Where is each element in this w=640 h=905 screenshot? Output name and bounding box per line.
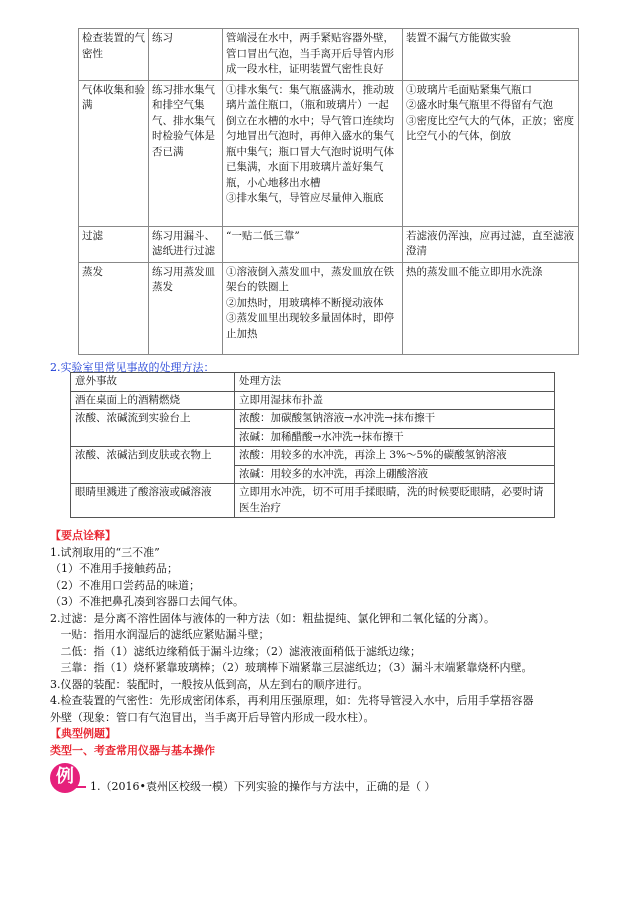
table-row: [79, 262, 579, 354]
example-badge-icon: 例: [50, 763, 80, 793]
table-cell: ①排水集气：集气瓶盛满水，推动玻璃片盖住瓶口，（瓶和玻璃片）一起倒立在水槽的水中；导气管口连续均匀地冒出气泡时，再伸入盛水的集气瓶中集气；瓶口冒大气泡时说明气体已集满，水面下用玻璃片盖好集气瓶，小心地移出水槽 ③排水集气，导管应尽量伸入瓶底: [223, 80, 403, 226]
note-line: （1）不准用手接触药品；: [50, 562, 178, 575]
table-cell: 练习排水集气和排空气集气、排水集气时检验气体是否已满: [149, 80, 223, 226]
table-cell: 立即用水冲洗，切不可用手揉眼睛，洗的时候要眨眼睛，必要时请医生治疗: [235, 484, 555, 518]
question-1: 1.（2016•袁州区校级一模）下列实验的操作与方法中，正确的是（ ）: [90, 780, 436, 793]
table-cell: 管端浸在水中，两手紧贴容器外壁，管口冒出气泡，当手离开后导管内形成一段水柱，证明装置气密性良好: [223, 29, 403, 81]
table-row: [71, 447, 555, 466]
table-row: [71, 410, 555, 429]
table-cell: 装置不漏气方能做实验: [403, 29, 579, 81]
note-line: 4.检查装置的气密性：先形成密闭体系，再利用压强原理，如：先将导管浸入水中，后用手掌捂容器: [50, 694, 534, 707]
table-cell: 过滤: [79, 226, 149, 262]
table-cell: 浓酸、浓碱流到实验台上: [71, 410, 235, 447]
examples-heading: 【典型例题】: [50, 727, 116, 740]
table-cell: ①玻璃片毛面贴紧集气瓶口 ②盛水时集气瓶里不得留有气泡 ③密度比空气大的气体，正放；密度比空气小的气体，倒放: [403, 80, 579, 226]
table-cell: 浓碱：加稀醋酸→水冲洗→抹布擦干: [235, 428, 555, 447]
table-cell: 热的蒸发皿不能立即用水洗涤: [403, 262, 579, 354]
note-line: 外壁（现象：管口有气泡冒出，当手离开后导管内形成一段水柱）。: [50, 710, 375, 724]
table-cell: 练习: [149, 29, 223, 81]
section-title: 2.实验室里常见事故的处理方法：: [50, 361, 215, 374]
table-cell: 浓酸：用较多的水冲洗，再涂上 3%～5%的碳酸氢钠溶液: [235, 447, 555, 466]
table-cell: 眼睛里溅进了酸溶液或碱溶液: [71, 484, 235, 518]
table-cell: “一贴二低三靠”: [223, 226, 403, 262]
table-cell: 酒在桌面上的酒精燃烧: [71, 391, 235, 410]
table-cell: 气体收集和验满: [79, 80, 149, 226]
table-cell: 浓碱：用较多的水冲洗，再涂上硼酸溶液: [235, 465, 555, 484]
type-heading: 类型一、考查常用仪器与基本操作: [50, 743, 215, 757]
table-cell: 若滤液仍浑浊，应再过滤，直至滤液澄清: [403, 226, 579, 262]
table-cell: 立即用湿抹布扑盖: [235, 391, 555, 410]
experiment-table: [78, 28, 579, 355]
table-row: [71, 484, 555, 518]
key-points: [50, 528, 610, 759]
table-header: 意外事故: [71, 373, 235, 392]
table-cell: 练习用蒸发皿蒸发: [149, 262, 223, 354]
note-line: 二低：指（1）滤纸边缘稍低于漏斗边缘；（2）滤液液面稍低于滤纸边缘；: [50, 644, 421, 658]
example-badge-underline: [74, 786, 86, 788]
accident-table: [70, 372, 555, 518]
note-line: 1.试剂取用的“三不准”: [50, 545, 160, 559]
note-line: （2）不准用口尝药品的味道；: [50, 578, 200, 592]
table-row: [71, 373, 555, 392]
table-cell: 蒸发: [79, 262, 149, 354]
note-line: 三靠：指（1）烧杯紧靠玻璃棒；（2）玻璃棒下端紧靠三层滤纸边；（3）漏斗末端紧靠烧杯内壁。: [50, 661, 533, 674]
table-row: [79, 80, 579, 226]
table-cell: 浓酸：加碳酸氢钠溶液→水冲洗→抹布擦干: [235, 410, 555, 429]
table-cell: 练习用漏斗、滤纸进行过滤: [149, 226, 223, 262]
table-cell: 浓酸、浓碱沾到皮肤或衣物上: [71, 447, 235, 484]
note-line: 3.仪器的装配：装配时，一般按从低到高，从左到右的顺序进行。: [50, 677, 369, 691]
table-row: [79, 226, 579, 262]
key-points-heading: 【要点诠释】: [50, 529, 116, 542]
note-line: 一贴：指用水润湿后的滤纸应紧贴漏斗壁；: [50, 628, 270, 641]
table-row: [71, 391, 555, 410]
table-row: [79, 29, 579, 81]
table-header: 处理方法: [235, 373, 555, 392]
note-line: （3）不准把鼻孔凑到容器口去闻气体。: [50, 595, 244, 608]
table-cell: 检查装置的气密性: [79, 29, 149, 81]
note-line: 2.过滤：是分离不溶性固体与液体的一种方法（如：粗盐提纯、氯化钾和二氧化锰的分离）。: [50, 611, 495, 625]
table-cell: ①溶液倒入蒸发皿中，蒸发皿放在铁架台的铁圈上 ②加热时，用玻璃棒不断搅动液体 ③蒸发皿里出现较多量固体时，即停止加热: [223, 262, 403, 354]
